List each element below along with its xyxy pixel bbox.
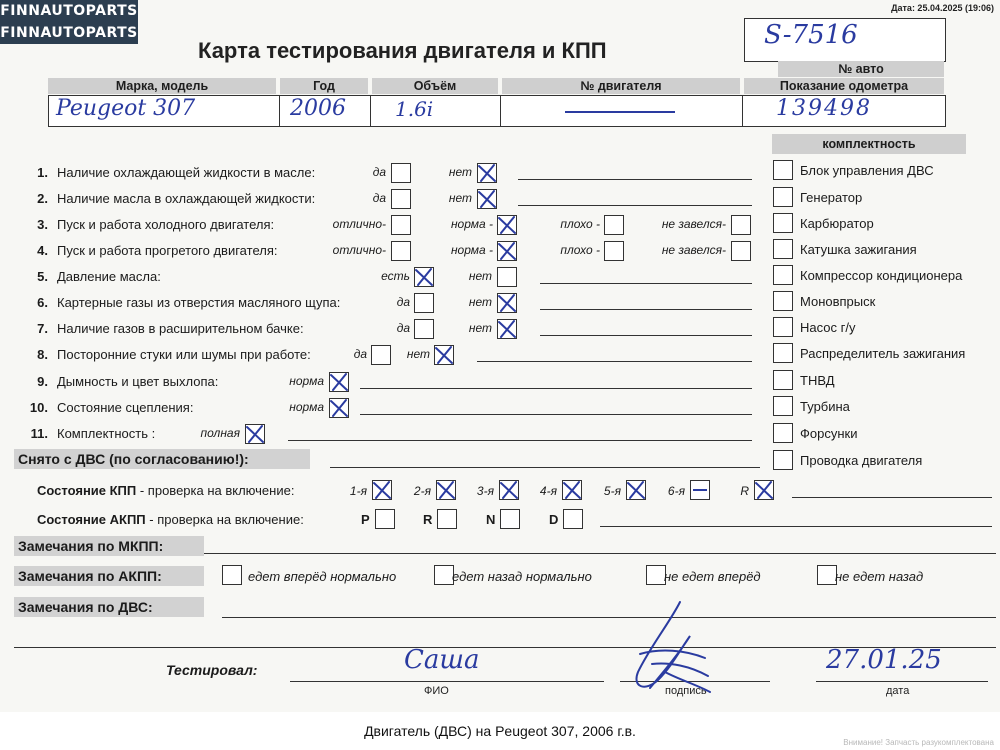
option-normal-label: норма (289, 400, 324, 414)
question-text: Комплектность : (57, 426, 156, 441)
completeness-checkbox[interactable] (773, 239, 793, 259)
completeness-checkbox[interactable] (773, 187, 793, 207)
completeness-checkbox[interactable] (773, 291, 793, 311)
cell-divider (279, 95, 280, 126)
x-mark-icon (328, 371, 350, 393)
completeness-checkbox[interactable] (773, 265, 793, 285)
question-number: 2. (37, 191, 48, 206)
option-yes-label: да (372, 165, 386, 179)
tester-name: Саша (404, 645, 480, 675)
manual-gearbox-label (37, 483, 294, 498)
option-normal-label: норма - (450, 217, 493, 231)
stock-number: S-7516 (764, 20, 858, 50)
not-started-checkbox[interactable] (731, 215, 751, 235)
completeness-item-label: Моновпрыск (800, 294, 876, 309)
name-line (290, 681, 604, 682)
x-mark-icon (476, 162, 498, 184)
completeness-item-label: Катушка зажигания (800, 242, 917, 257)
auto-position-label: P (361, 512, 370, 527)
x-mark-icon (498, 479, 520, 501)
option-not-started-label: не завелся- (661, 243, 726, 257)
completeness-checkbox[interactable] (773, 160, 793, 180)
not-started-checkbox[interactable] (731, 241, 751, 261)
question-number: 6. (37, 295, 48, 310)
option-normal-label: норма - (450, 243, 493, 257)
x-mark-icon (371, 479, 393, 501)
cell-divider (742, 95, 743, 126)
question-text: Картерные газы из отверстия масляного щупа: (57, 295, 341, 310)
option-not-started-label: не завелся- (661, 217, 726, 231)
remarks-auto-label: Замечания по АКПП: (18, 568, 162, 584)
x-mark-icon (433, 344, 455, 366)
question-number: 11. (30, 426, 48, 441)
answer-line (518, 179, 752, 180)
option-bad-label: плохо - (560, 217, 600, 231)
completeness-header: комплектность (772, 134, 966, 154)
option-no-label: нет (406, 347, 430, 361)
question-number: 3. (37, 217, 48, 232)
option-yes-label: да (372, 191, 386, 205)
auto-remark-label: не едет вперёд (664, 569, 761, 584)
yes-checkbox[interactable] (391, 163, 411, 183)
removed-from-engine-label: Снято с ДВС (по согласованию!): (18, 451, 249, 467)
auto-remark-label: едет вперёд нормально (248, 569, 397, 584)
make-model-header: Марка, модель (48, 78, 276, 94)
x-mark-icon (561, 479, 583, 501)
brand-logo: FINNAUTOPARTS (0, 0, 138, 22)
option-yes-label: да (396, 295, 410, 309)
question-number: 10. (29, 400, 48, 415)
dash-mark-icon (693, 489, 707, 491)
gear-label: R (740, 484, 749, 498)
test-date: 27.01.25 (826, 645, 942, 675)
question-number: 7. (37, 321, 48, 336)
answer-line (518, 205, 752, 206)
x-mark-icon (435, 479, 457, 501)
gear-label: 5-я (603, 484, 621, 498)
gear-label: 6-я (667, 484, 685, 498)
option-full-label: полная (200, 426, 240, 440)
x-mark-icon (753, 479, 775, 501)
auto-gearbox-line (600, 526, 992, 527)
completeness-checkbox[interactable] (773, 343, 793, 363)
auto-remark-label: не едет назад (835, 569, 924, 584)
option-no-label: нет (468, 321, 492, 335)
auto-position-label: N (486, 512, 496, 527)
auto-remark-checkbox[interactable] (817, 565, 837, 585)
option-no-label: нет (468, 269, 492, 283)
engine-no-dash (565, 111, 675, 113)
answer-line (540, 335, 752, 336)
option-excellent-label: отлично- (332, 217, 386, 231)
make-model-value: Peugeot 307 (56, 96, 196, 121)
year-value: 2006 (290, 96, 346, 121)
completeness-item-label: Форсунки (800, 426, 858, 441)
manual-gearbox-label-rest: - проверка на включение: (136, 483, 295, 498)
excellent-checkbox[interactable] (391, 241, 411, 261)
option-excellent-label: отлично- (332, 243, 386, 257)
auto-remark-checkbox[interactable] (646, 565, 666, 585)
question-number: 9. (37, 374, 48, 389)
brand-logo-secondary: FINNAUTOPARTS (0, 22, 138, 44)
date-caption: дата (886, 685, 910, 697)
odometer-header: Показание одометра (744, 78, 944, 94)
completeness-item-label: Проводка двигателя (800, 453, 923, 468)
completeness-item-label: Турбина (800, 399, 850, 414)
yes-checkbox[interactable] (414, 319, 434, 339)
answer-line (360, 388, 752, 389)
date-stamp: Дата: 25.04.2025 (19:06) (891, 3, 994, 13)
x-mark-icon (413, 266, 435, 288)
no-checkbox[interactable] (497, 267, 517, 287)
cell-divider (500, 95, 501, 126)
x-mark-icon (244, 423, 266, 445)
remarks-manual-label: Замечания по МКПП: (18, 538, 164, 554)
yes-checkbox[interactable] (414, 293, 434, 313)
question-number: 1. (37, 165, 48, 180)
gear-label: 2-я (413, 484, 431, 498)
auto-gearbox-label (37, 512, 304, 527)
completeness-item-label: Блок управления ДВС (800, 163, 934, 178)
form-title: Карта тестирования двигателя и КПП (198, 38, 607, 63)
completeness-checkbox[interactable] (773, 396, 793, 416)
auto-gearbox-label-bold: Состояние АКПП (37, 512, 146, 527)
completeness-checkbox[interactable] (773, 317, 793, 337)
auto-position-checkbox[interactable] (437, 509, 457, 529)
option-yes-label: да (353, 347, 367, 361)
question-text: Посторонние стуки или шумы при работе: (57, 347, 311, 362)
auto-remark-label: едет назад нормально (452, 569, 592, 584)
option-present-label: есть (381, 269, 410, 283)
question-text: Состояние сцепления: (57, 400, 194, 415)
removed-line (330, 467, 760, 468)
x-mark-icon (496, 240, 518, 262)
completeness-item-label: Компрессор кондиционера (800, 268, 963, 283)
x-mark-icon (496, 292, 518, 314)
remarks-engine-line (222, 617, 996, 618)
watermark: Внимание! Запчасть разукомплектована (843, 738, 994, 747)
option-no-label: нет (448, 191, 472, 205)
question-text: Наличие масла в охлаждающей жидкости: (57, 191, 316, 206)
yes-checkbox[interactable] (391, 189, 411, 209)
bad-checkbox[interactable] (604, 215, 624, 235)
completeness-checkbox[interactable] (773, 370, 793, 390)
remarks-engine-label: Замечания по ДВС: (18, 599, 153, 615)
manual-gearbox-line (792, 497, 992, 498)
gear-label: 4-я (539, 484, 557, 498)
manual-gearbox-label-bold: Состояние КПП (37, 483, 137, 498)
signature-caption: подпись (665, 685, 707, 697)
question-text: Пуск и работа прогретого двигателя: (57, 243, 278, 258)
completeness-item-label: ТНВД (800, 373, 835, 388)
question-text: Наличие газов в расширительном бачке: (57, 321, 304, 336)
auto-position-label: D (549, 512, 559, 527)
signature-image (610, 592, 720, 702)
auto-position-checkbox[interactable] (375, 509, 395, 529)
date-line (816, 681, 988, 682)
answer-line (288, 440, 752, 441)
x-mark-icon (496, 318, 518, 340)
question-number: 4. (37, 243, 48, 258)
photo-caption: Двигатель (ДВС) на Peugeot 307, 2006 г.в. (0, 712, 1000, 750)
auto-position-checkbox[interactable] (500, 509, 520, 529)
gear-label: 3-я (476, 484, 494, 498)
answer-line (477, 361, 752, 362)
x-mark-icon (328, 397, 350, 419)
question-text: Давление масла: (57, 269, 161, 284)
completeness-checkbox[interactable] (773, 423, 793, 443)
option-no-label: нет (468, 295, 492, 309)
gear-label: 1-я (349, 484, 367, 498)
volume-value: 1.6i (395, 97, 434, 121)
option-yes-label: да (396, 321, 410, 335)
answer-line (540, 283, 752, 284)
answer-line (360, 414, 752, 415)
completeness-checkbox[interactable] (773, 450, 793, 470)
option-normal-label: норма (289, 374, 324, 388)
completeness-item-label: Карбюратор (800, 216, 874, 231)
car-no-header: № авто (778, 61, 944, 77)
year-header: Год (280, 78, 368, 94)
option-bad-label: плохо - (560, 243, 600, 257)
completeness-checkbox[interactable] (773, 213, 793, 233)
auto-remark-checkbox[interactable] (434, 565, 454, 585)
excellent-checkbox[interactable] (391, 215, 411, 235)
odometer-value: 139498 (776, 96, 872, 121)
question-number: 8. (37, 347, 48, 362)
answer-line (540, 309, 752, 310)
x-mark-icon (625, 479, 647, 501)
tested-by-label: Тестировал: (166, 662, 258, 678)
option-no-label: нет (448, 165, 472, 179)
question-text: Наличие охлаждающей жидкости в масле: (57, 165, 316, 180)
question-number: 5. (37, 269, 48, 284)
engine-no-header: № двигателя (502, 78, 740, 94)
x-mark-icon (476, 188, 498, 210)
question-text: Пуск и работа холодного двигателя: (57, 217, 275, 232)
completeness-item-label: Генератор (800, 190, 863, 205)
name-caption: ФИО (424, 685, 449, 697)
remarks-manual-line (204, 553, 996, 554)
auto-position-label: R (423, 512, 433, 527)
volume-header: Объём (372, 78, 498, 94)
bad-checkbox[interactable] (604, 241, 624, 261)
auto-gearbox-label-rest: - проверка на включение: (145, 512, 304, 527)
cell-divider (370, 95, 371, 126)
x-mark-icon (496, 214, 518, 236)
completeness-item-label: Распределитель зажигания (800, 346, 966, 361)
completeness-item-label: Насос г/у (800, 320, 856, 335)
question-text: Дымность и цвет выхлопа: (57, 374, 219, 389)
auto-position-checkbox[interactable] (563, 509, 583, 529)
yes-checkbox[interactable] (371, 345, 391, 365)
auto-remark-checkbox[interactable] (222, 565, 242, 585)
